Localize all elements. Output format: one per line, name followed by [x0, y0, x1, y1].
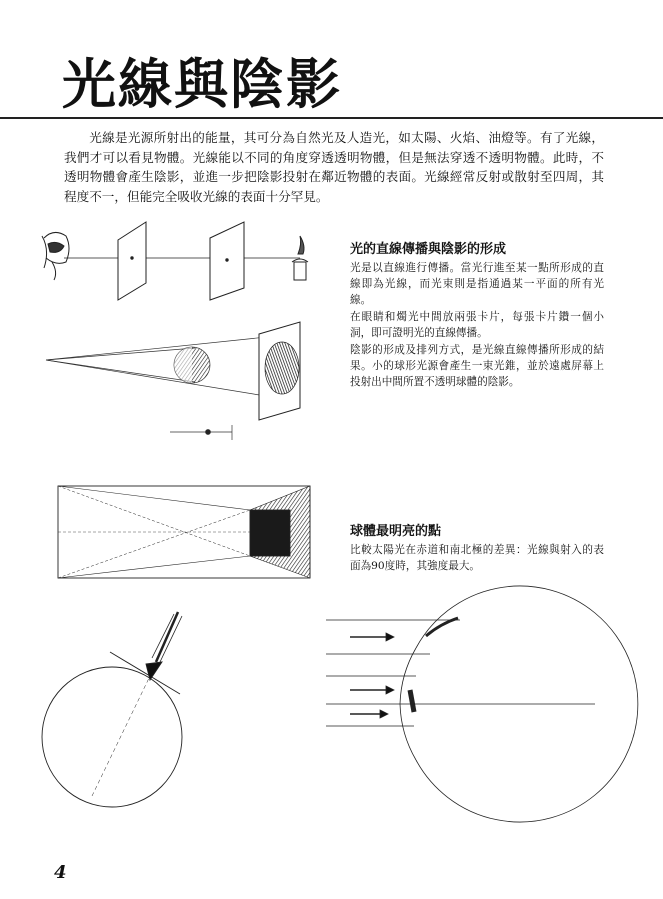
- ray-arrow-2: [350, 686, 394, 694]
- ray-arrow-3: [350, 710, 388, 718]
- eye-cards-candle-figure: [42, 222, 308, 300]
- eye-icon: [42, 232, 69, 280]
- sphere-arrow-figure: [42, 612, 182, 807]
- small-light-source: [206, 430, 211, 435]
- ray-arrow-1: [350, 633, 394, 641]
- page-title: 光線與陰影: [62, 52, 342, 116]
- card-one: [118, 222, 146, 300]
- sphere-outline: [42, 667, 182, 807]
- intro-paragraph: 光線是光源所射出的能量，其可分為自然光及人造光，如太陽、火焰、油燈等。有了光線，我們才可以看見物體。光線能以不同的角度穿透透明物體，但是無法穿透不透明物體。此時，不透明物體會產生陰影，並進一步把陰影投射在鄰近物體的表面。光線經常反射或散射至四周，其程度不一，但能完全吸收光線的表面十分罕見。: [64, 130, 604, 204]
- projected-shadow: [250, 510, 290, 556]
- section-heading-light-propagation: 光的直線傳播與陰影的形成: [350, 242, 507, 257]
- section2-paragraph-1: 比較太陽光在赤道和南北極的差異：光線與射入的表面為90度時，其強度最大。: [350, 544, 604, 572]
- section1-paragraph-2: 在眼睛和燭光中間放兩張卡片，每張卡片鑽一個小洞，即可證明光的直線傳播。: [350, 311, 604, 339]
- sphere-rays-figure: [326, 586, 638, 822]
- light-arrow-icon: [156, 612, 178, 662]
- section1-paragraph-3: 陰影的形成及排列方式，是光線直線傳播所形成的結果。小的球形光源會產生一束光錐，並於遠處屏幕上投射出中間所置不透明球體的陰影。: [350, 344, 604, 388]
- box-projection-figure: [58, 486, 310, 578]
- section-heading-brightest-point: 球體最明亮的點: [350, 524, 442, 539]
- light-cone-shadow-figure: [46, 322, 300, 440]
- section1-paragraph-1: 光是以直線進行傳播。當光行進至某一點所形成的直線即為光線，而光束則是指通過某一平面的所有光線。: [350, 262, 604, 306]
- sphere-shadow: [265, 342, 299, 394]
- page-number: 4: [54, 862, 67, 883]
